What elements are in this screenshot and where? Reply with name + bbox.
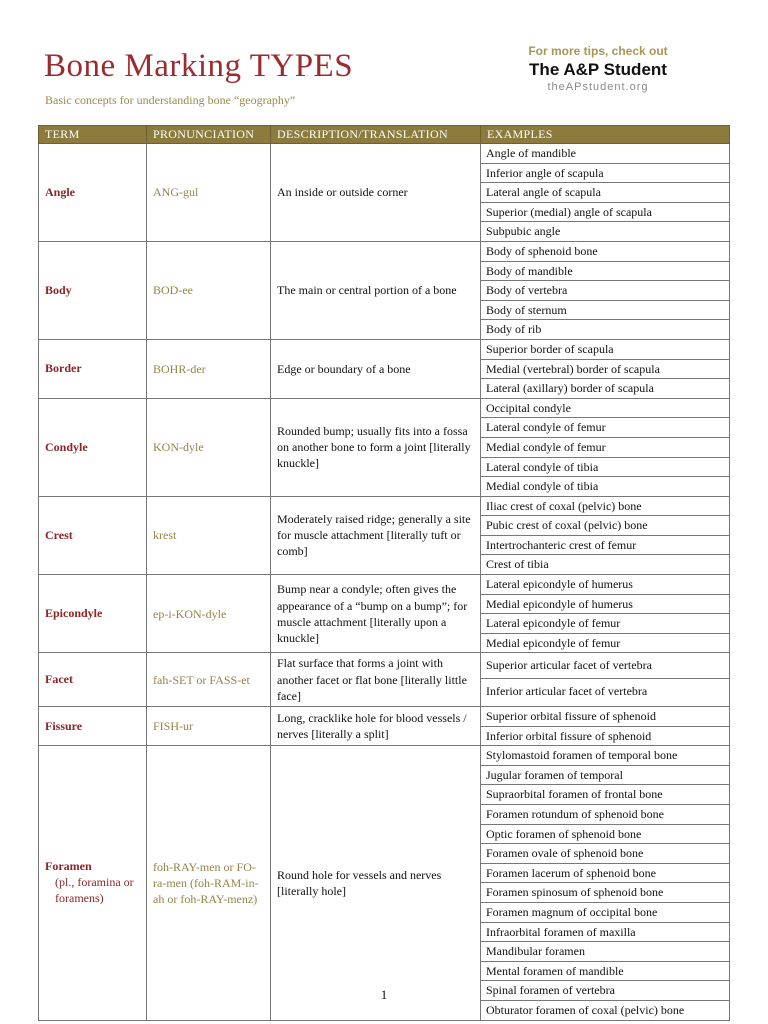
example-item: Lateral epicondyle of femur	[481, 613, 729, 633]
table-row	[39, 707, 730, 746]
example-item: Lateral condyle of tibia	[481, 457, 729, 477]
examples-cell	[481, 398, 730, 496]
term-label: Foramen	[45, 859, 92, 874]
brand-name: The A&P Student	[529, 60, 667, 79]
example-item: Optic foramen of sphenoid bone	[481, 824, 729, 844]
description-cell: Bump near a condyle; often gives the appearance of a “bump on a bump”; for muscle attachment [literally upon a knuckle]	[271, 575, 481, 653]
table-row	[39, 339, 730, 398]
page-title: Bone Marking TYPES	[44, 48, 354, 84]
example-item: Stylomastoid foramen of temporal bone	[486, 748, 678, 763]
example-item: Obturator foramen of coxal (pelvic) bone	[481, 1000, 729, 1020]
table-row	[39, 496, 730, 574]
pronunciation-cell: ANG-gul	[147, 144, 271, 242]
example-item: Medial condyle of tibia	[481, 476, 729, 496]
column-header-term: TERM	[39, 126, 147, 144]
column-header-pronunciation: PRONUNCIATION	[147, 126, 271, 144]
pronunciation-cell: fah-SET or FASS-et	[147, 653, 271, 707]
description-cell: Long, cracklike hole for blood vessels / nerves [literally a split]	[271, 707, 481, 746]
example-item: Superior articular facet of vertebra	[486, 658, 652, 673]
example-item: Body of sphenoid bone	[486, 243, 598, 258]
example-item: Foramen magnum of occipital bone	[481, 902, 729, 922]
example-item: Angle of mandible	[486, 146, 576, 160]
table-row	[39, 575, 730, 653]
example-item: Superior orbital fissure of sphenoid	[486, 709, 656, 723]
pronunciation-cell: BOHR-der	[147, 339, 271, 398]
term-plural-note: (pl., foramina or foramens)	[55, 875, 134, 906]
example-item: Lateral condyle of femur	[481, 417, 729, 437]
examples-cell	[481, 496, 730, 574]
example-item: Spinal foramen of vertebra	[481, 980, 729, 1000]
pronunciation-cell: BOD-ee	[147, 241, 271, 339]
examples-cell	[481, 707, 730, 746]
examples-cell	[481, 653, 730, 707]
examples-cell	[481, 241, 730, 339]
pronunciation-cell: ep-i-KON-dyle	[147, 575, 271, 653]
table-row	[39, 241, 730, 339]
example-item: Jugular foramen of temporal	[481, 765, 729, 785]
description-cell: Rounded bump; usually fits into a fossa on another bone to form a joint [literally knuckle]	[271, 398, 481, 496]
example-item: Superior border of scapula	[486, 341, 614, 356]
pronunciation-cell: KON-dyle	[147, 398, 271, 496]
example-item: Medial epicondyle of femur	[481, 633, 729, 653]
example-item: Body of mandible	[481, 261, 729, 281]
example-item: Inferior articular facet of vertebra	[481, 678, 729, 704]
table-row	[39, 398, 730, 496]
example-item: Intertrochanteric crest of femur	[481, 535, 729, 555]
example-item: Crest of tibia	[481, 554, 729, 574]
brand-block	[480, 44, 716, 93]
example-item: Inferior angle of scapula	[481, 163, 729, 183]
example-item: Lateral epicondyle of humerus	[486, 577, 633, 592]
page-number: 1	[380, 987, 388, 1002]
term-cell: Crest	[39, 496, 147, 574]
bone-marking-table	[38, 125, 730, 1021]
example-item: Subpubic angle	[481, 221, 729, 241]
example-item: Body of sternum	[481, 300, 729, 320]
example-item: Supraorbital foramen of frontal bone	[481, 784, 729, 804]
example-item: Foramen lacerum of sphenoid bone	[481, 863, 729, 883]
examples-cell	[481, 746, 730, 1020]
column-header-examples: EXAMPLES	[481, 126, 730, 144]
description-cell: Moderately raised ridge; generally a site for muscle attachment [literally tuft or comb]	[271, 496, 481, 574]
table-row	[39, 144, 730, 242]
example-item: Medial (vertebral) border of scapula	[481, 359, 729, 379]
description-cell: Edge or boundary of a bone	[271, 339, 481, 398]
column-header-description: DESCRIPTION/TRANSLATION	[271, 126, 481, 144]
term-cell: Facet	[39, 653, 147, 707]
description-cell: An inside or outside corner	[271, 144, 481, 242]
example-item: Occipital condyle	[486, 400, 571, 415]
example-item: Lateral (axillary) border of scapula	[481, 378, 729, 398]
pronunciation-cell: FISH-ur	[147, 707, 271, 746]
term-cell: Condyle	[39, 398, 147, 496]
table-row	[39, 746, 730, 1020]
description-cell: The main or central portion of a bone	[271, 241, 481, 339]
examples-cell	[481, 339, 730, 398]
example-item: Pubic crest of coxal (pelvic) bone	[481, 515, 729, 535]
example-item: Mental foramen of mandible	[481, 961, 729, 981]
pronunciation-cell: krest	[147, 496, 271, 574]
example-item: Foramen spinosum of sphenoid bone	[481, 882, 729, 902]
brand-tips: For more tips, check out	[528, 44, 668, 58]
example-item: Foramen ovale of sphenoid bone	[481, 843, 729, 863]
term-cell: Body	[39, 241, 147, 339]
example-item: Inferior orbital fissure of sphenoid	[481, 726, 729, 746]
page-subtitle: Basic concepts for understanding bone “geography”	[45, 93, 296, 107]
example-item: Foramen rotundum of sphenoid bone	[481, 804, 729, 824]
example-item: Medial condyle of femur	[481, 437, 729, 457]
example-item: Body of rib	[481, 319, 729, 339]
example-item: Medial epicondyle of humerus	[481, 594, 729, 614]
term-cell: Angle	[39, 144, 147, 242]
pronunciation-cell: foh-RAY-men or FO-ra-men (foh-RAM-in-ah or foh-RAY-menz)	[147, 746, 271, 1020]
description-cell: Round hole for vessels and nerves [literally hole]	[271, 746, 481, 1020]
table-header-row	[39, 126, 730, 144]
term-cell: Fissure	[39, 707, 147, 746]
brand-url[interactable]: theAPstudent.org	[547, 81, 649, 93]
table-row	[39, 653, 730, 707]
term-cell: Border	[39, 339, 147, 398]
example-item: Lateral angle of scapula	[481, 182, 729, 202]
term-cell	[39, 746, 147, 1020]
examples-cell	[481, 575, 730, 653]
example-item: Superior (medial) angle of scapula	[481, 202, 729, 222]
example-item: Body of vertebra	[481, 280, 729, 300]
term-cell: Epicondyle	[39, 575, 147, 653]
examples-cell	[481, 144, 730, 242]
example-item: Infraorbital foramen of maxilla	[481, 922, 729, 942]
description-cell: Flat surface that forms a joint with another facet or flat bone [literally little face]	[271, 653, 481, 707]
example-item: Iliac crest of coxal (pelvic) bone	[486, 498, 642, 513]
example-item: Mandibular foramen	[481, 941, 729, 961]
